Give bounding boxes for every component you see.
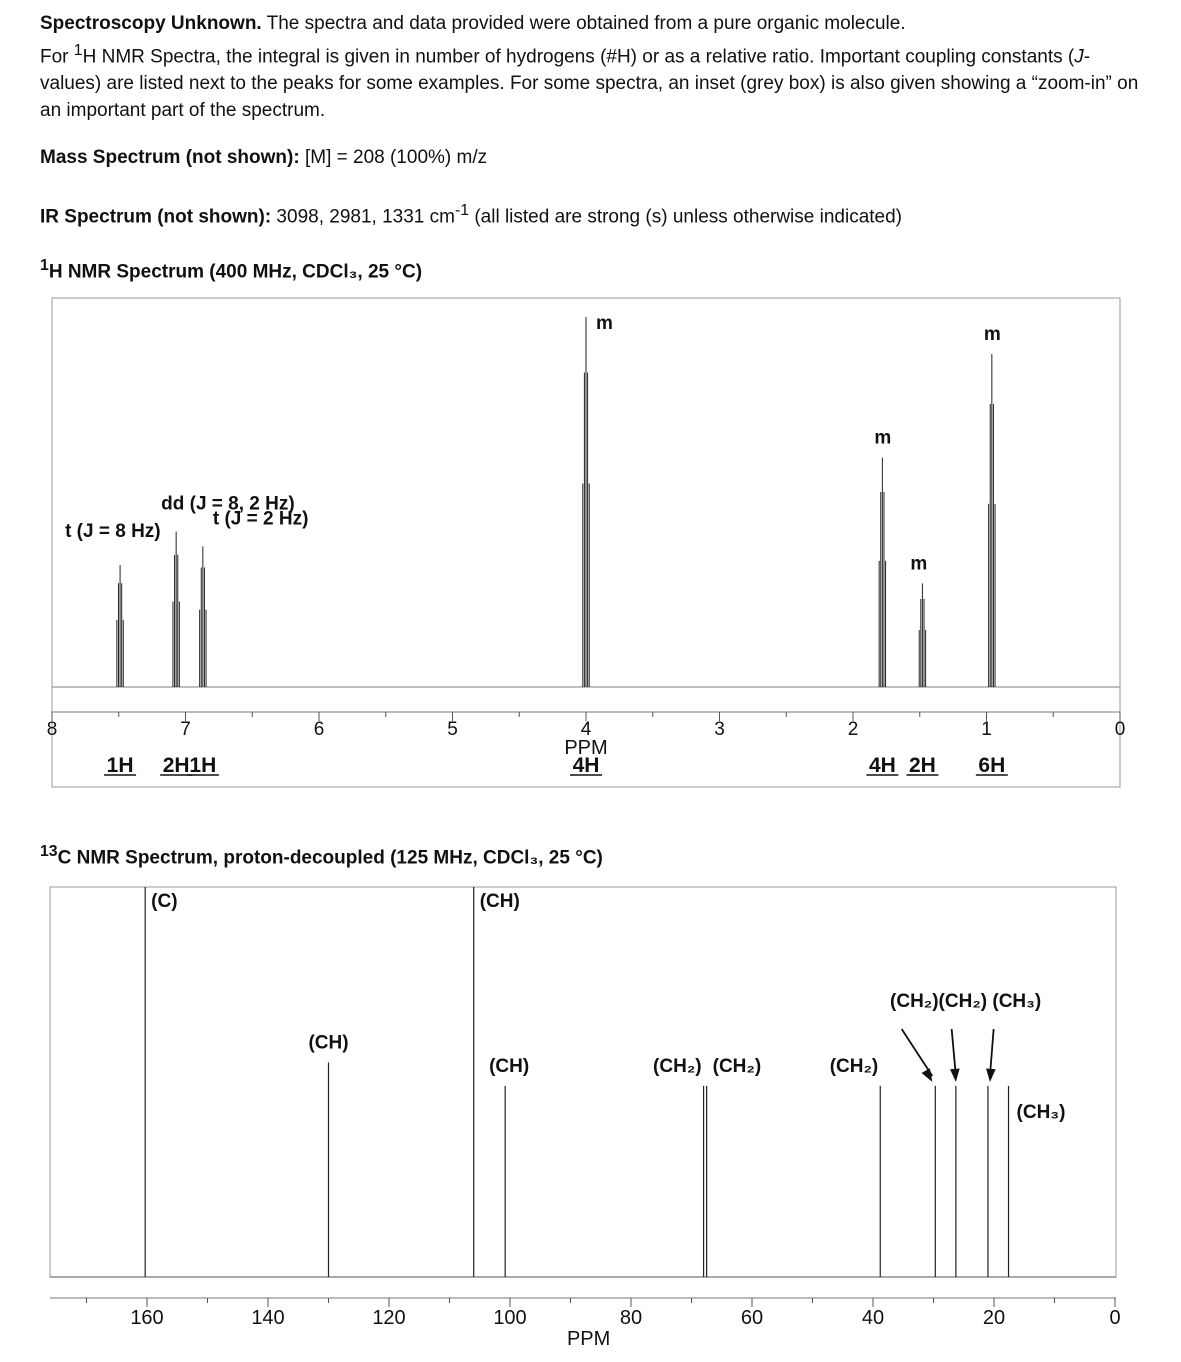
hnmr-peak-label: m — [596, 313, 613, 334]
cnmr-peak-label: (CH) — [308, 1032, 349, 1054]
cnmr-xlabel: PPM — [566, 1328, 611, 1350]
cnmr-tick-label: 120 — [372, 1307, 406, 1329]
mass-spectrum-value: [M] = 208 (100%) m/z — [299, 147, 488, 168]
intro-line1: The spectra and data provided were obtained from a pure organic molecule. — [261, 13, 906, 34]
hnmr-xlabel: PPM — [564, 737, 608, 759]
cnmr-tick-label: 40 — [861, 1307, 885, 1329]
ir-spectrum-line — [40, 202, 902, 228]
cnmr-peak-label: (C) — [151, 891, 178, 912]
hnmr-integral: 6H — [978, 754, 1006, 777]
hnmr-tick-label: 7 — [180, 719, 191, 740]
intro-j: J — [1074, 46, 1084, 68]
hnmr-tick-label: 0 — [1114, 719, 1126, 740]
intro-line2-b: H NMR Spectra, the integral is given in number of hydrogens (#H) or as a relative ratio. Important coupling constants ( — [82, 46, 1075, 68]
hnmr-integral: 1H — [189, 754, 217, 777]
intro-line2-c: -values) are listed next to the peaks for some examples. For some spectra, an inset (grey box) is also given showing a “zoom-in” on an important part of the spectrum. — [40, 46, 1139, 122]
cnmr-arrow-head — [922, 1068, 933, 1082]
cnmr-tick-label: 160 — [130, 1307, 164, 1329]
hnmr-peak — [879, 458, 885, 687]
cnmr-arrow-shaft — [902, 1029, 933, 1076]
hnmr-integral: 4H — [572, 754, 600, 777]
hnmr-peak — [989, 354, 995, 687]
hnmr-peak — [919, 583, 925, 687]
hnmr-peak — [117, 565, 123, 687]
intro-line2-a: For — [40, 46, 74, 68]
ir-spectrum-value-b: (all listed are strong (s) unless otherwise indicated) — [469, 206, 903, 228]
cnmr-tick-label: 100 — [493, 1307, 527, 1329]
cnmr-tick-label: 60 — [740, 1307, 764, 1329]
intro-title: Spectroscopy Unknown. — [40, 13, 262, 34]
ir-spectrum-label: IR Spectrum (not shown): — [40, 206, 272, 228]
hnmr-peak-label: t (J = 8 Hz) — [65, 520, 161, 542]
cnmr-peak-label: (CH₃) — [1016, 1101, 1066, 1123]
cnmr-peak-label: (CH₂) — [829, 1055, 879, 1077]
cnmr-peak-label: (CH) — [489, 1055, 530, 1077]
mass-spectrum-line — [40, 147, 487, 169]
hnmr-tick-label: 1 — [981, 719, 992, 740]
hnmr-tick-label: 8 — [46, 719, 58, 740]
hnmr-title-sup: 1 — [40, 257, 49, 274]
cnmr-peak-label: (CH) — [479, 891, 520, 912]
cnmr-tick-label: 20 — [982, 1307, 1006, 1329]
cnmr-arrow-head — [986, 1069, 996, 1082]
hnmr-tick-label: 5 — [447, 719, 458, 740]
cnmr-title-sup: 13 — [40, 843, 58, 860]
hnmr-peak-label: t (J = 2 Hz) — [212, 508, 309, 530]
cnmr-title — [40, 843, 603, 869]
intro-sup: 1 — [73, 42, 83, 59]
hnmr-tick-label: 3 — [714, 719, 725, 740]
cnmr-tick-label: 140 — [251, 1307, 285, 1329]
hnmr-peak-label: m — [910, 553, 928, 575]
hnmr-peak-label: m — [874, 427, 892, 449]
hnmr-integral: 4H — [868, 754, 896, 777]
ir-spectrum-value-a: 3098, 2981, 1331 cm — [271, 206, 455, 228]
cnmr-peak-label: (CH₂) — [653, 1055, 702, 1077]
hnmr-title-text: H NMR Spectrum (400 MHz, CDCl₃, 25 °C) — [48, 261, 423, 283]
hnmr-tick-label: 4 — [580, 719, 592, 740]
hnmr-peak-label: dd (J = 8, 2 Hz) — [161, 493, 295, 515]
hnmr-peak-label: m — [983, 324, 1001, 345]
ir-spectrum-sup: -1 — [454, 202, 470, 219]
hnmr-integral: 2H — [908, 754, 936, 777]
mass-spectrum-label: Mass Spectrum (not shown): — [40, 147, 300, 168]
cnmr-peak-label: (CH₂) — [712, 1055, 762, 1077]
hnmr-title — [40, 257, 422, 283]
cnmr-group-label: (CH₂)(CH₂) (CH₃) — [890, 991, 1042, 1012]
cnmr-tick-label: 80 — [619, 1307, 643, 1329]
hnmr-peak — [583, 317, 589, 687]
hnmr-tick-label: 2 — [847, 719, 859, 740]
hnmr-peak — [173, 532, 179, 687]
hnmr-integral: 2H — [162, 754, 190, 777]
hnmr-spectrum — [0, 290, 1181, 790]
cnmr-title-text: C NMR Spectrum, proton-decoupled (125 MHz, CDCl₃, 25 °C) — [57, 847, 603, 869]
hnmr-integral: 1H — [106, 754, 134, 777]
intro-paragraph — [40, 10, 1150, 124]
cnmr-spectrum — [0, 880, 1181, 1360]
hnmr-peak — [200, 546, 206, 687]
cnmr-arrow-head — [950, 1069, 960, 1082]
hnmr-tick-label: 6 — [313, 719, 325, 740]
cnmr-tick-label: 0 — [1109, 1307, 1121, 1329]
